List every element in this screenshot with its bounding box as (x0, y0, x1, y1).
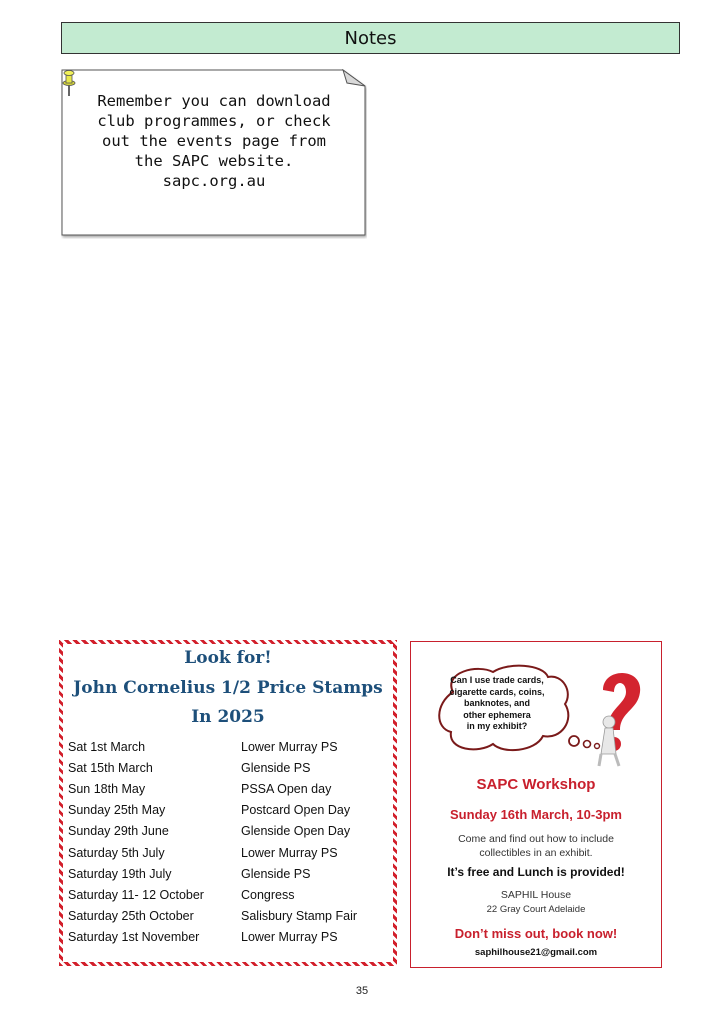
schedule-row (68, 884, 357, 905)
bubble-question (443, 675, 551, 733)
schedule-date: Sunday 25th May (68, 803, 166, 818)
workshop-title: SAPC Workshop (476, 776, 596, 793)
schedule-row (68, 842, 357, 863)
ad-heading-look-for: Look for! (184, 648, 272, 668)
schedule-row (68, 927, 357, 948)
schedule-date: Saturday 19th July (68, 866, 172, 881)
schedule-date: Saturday 11- 12 October (68, 887, 204, 902)
workshop-address: 22 Gray Court Adelaide (486, 904, 586, 915)
schedule-date: Saturday 25th October (68, 909, 194, 924)
schedule-date: Sat 15th March (68, 760, 153, 775)
note-message (73, 91, 355, 191)
description-line: Come and find out how to include (458, 833, 614, 845)
schedule-row (68, 736, 357, 757)
schedule-date: Sun 18th May (68, 781, 146, 796)
schedule-row (68, 800, 357, 821)
schedule-date: Saturday 5th July (68, 845, 165, 860)
schedule-event: Glenside PS (241, 760, 311, 775)
description-line: collectibles in an exhibit. (479, 847, 593, 859)
schedule-row (68, 863, 357, 884)
note-line: club programmes, or check (97, 112, 331, 130)
schedule-event: Glenside PS (241, 866, 311, 881)
workshop-ad (410, 641, 662, 968)
schedule-event: Lower Murray PS (241, 845, 338, 860)
thought-bubble (433, 662, 643, 772)
workshop-free-lunch: It’s free and Lunch is provided! (447, 865, 625, 879)
schedule-event: Postcard Open Day (241, 803, 351, 818)
bubble-line: Can I use trade cards, (450, 675, 544, 685)
schedule-row (68, 778, 357, 799)
notes-header (61, 22, 680, 54)
event-schedule (68, 736, 357, 948)
bubble-line: banknotes, and (463, 698, 530, 708)
schedule-row (68, 821, 357, 842)
workshop-call-to-action: Don’t miss out, book now! (454, 926, 618, 941)
workshop-description (411, 832, 661, 860)
schedule-date: Sunday 29th June (68, 824, 169, 839)
note-line: the SAPC website. (134, 152, 294, 170)
note-line: out the events page from (102, 132, 326, 150)
schedule-event: Lower Murray PS (241, 739, 338, 754)
workshop-venue: SAPHIL House (500, 889, 572, 901)
bubble-line: cigarette cards, coins, (449, 686, 545, 697)
bubble-line: other ephemera (463, 709, 531, 720)
note-line: Remember you can download (97, 92, 331, 110)
half-price-stamps-ad (59, 640, 397, 966)
schedule-event: Salisbury Stamp Fair (241, 909, 358, 924)
schedule-event: PSSA Open day (241, 781, 332, 796)
workshop-date: Sunday 16th March, 10-3pm (450, 807, 622, 822)
workshop-email: saphilhouse21@gmail.com (474, 947, 598, 958)
schedule-date: Saturday 1st November (68, 930, 200, 945)
schedule-event: Glenside Open Day (241, 824, 351, 839)
page-number: 35 (355, 985, 369, 997)
ad-heading-year: In 2025 (191, 707, 265, 727)
note-card (61, 69, 366, 237)
ad-heading-stamps: John Cornelius 1/2 Price Stamps (73, 678, 383, 698)
schedule-row (68, 757, 357, 778)
note-link: sapc.org.au (162, 172, 266, 190)
notes-title: Notes (344, 27, 397, 49)
schedule-event: Congress (241, 887, 295, 902)
schedule-row (68, 906, 357, 927)
bubble-line: in my exhibit? (466, 721, 528, 731)
schedule-event: Lower Murray PS (241, 930, 338, 945)
schedule-date: Sat 1st March (68, 739, 146, 754)
